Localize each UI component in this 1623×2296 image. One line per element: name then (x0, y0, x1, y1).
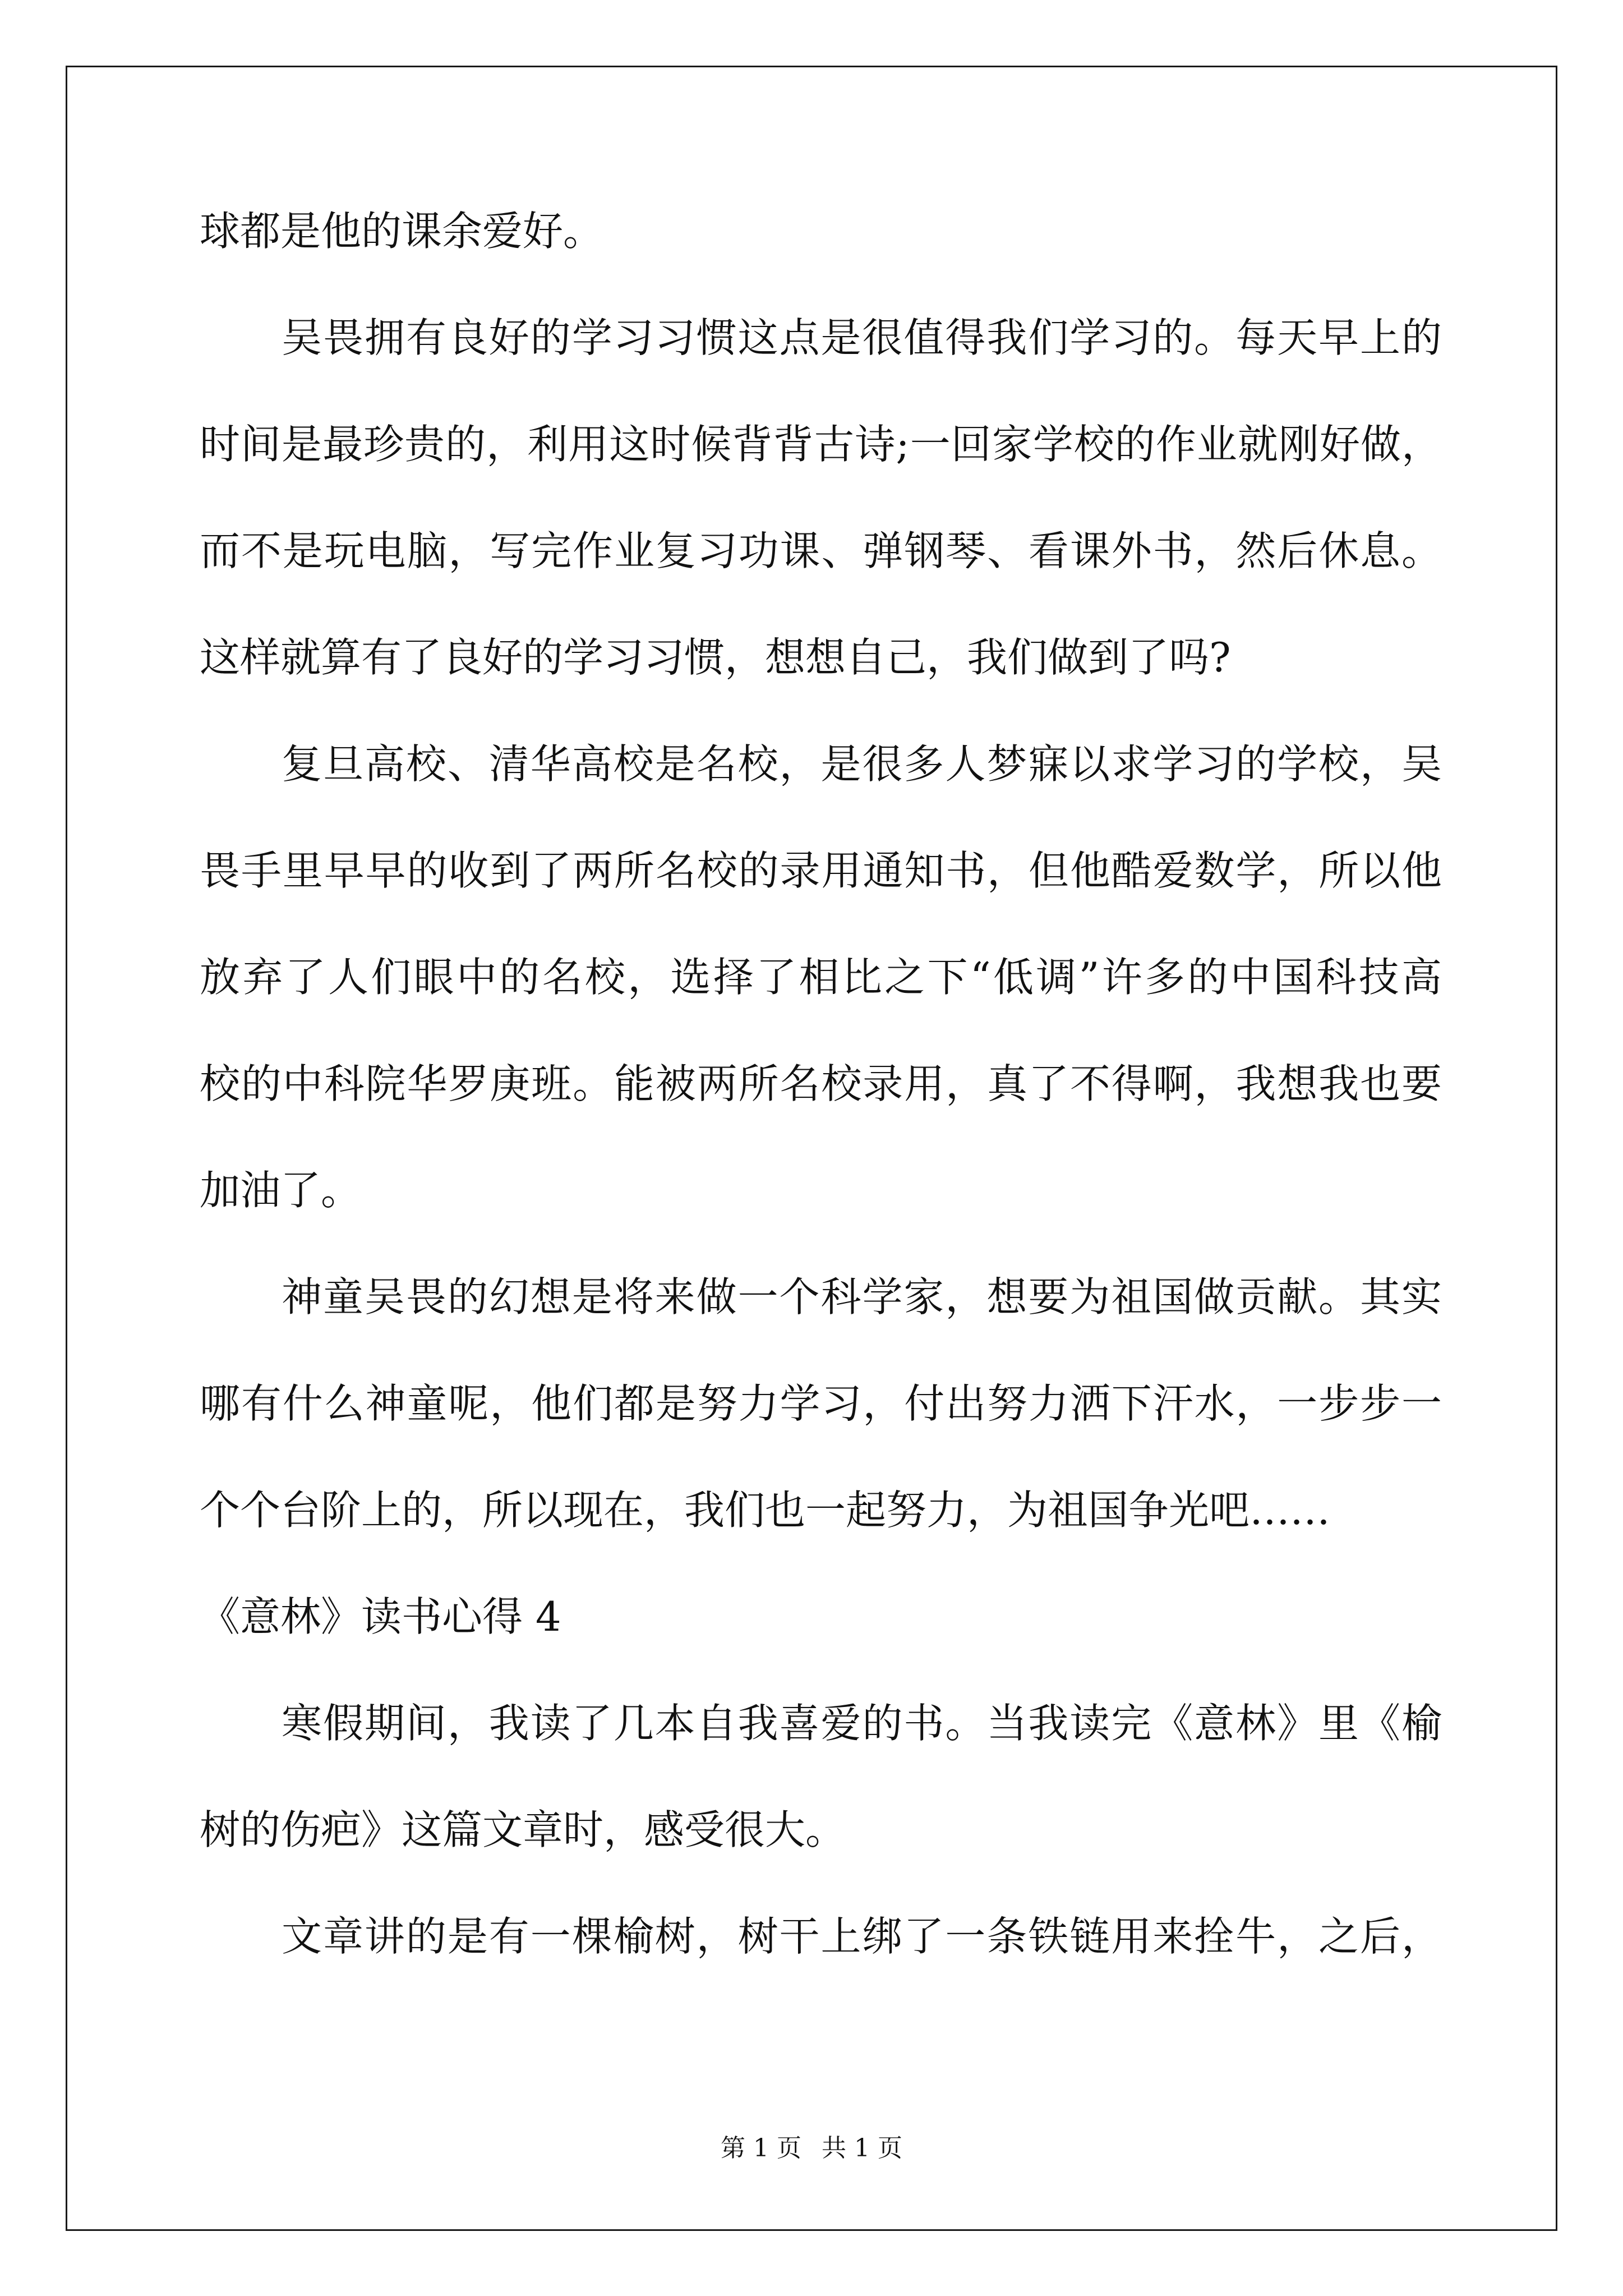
page-total: 共 1 页 (822, 2134, 902, 2162)
text-line: 复旦高校、清华高校是名校，是很多人梦寐以求学习的学校，吴 (282, 740, 1442, 788)
text-line: 而不是玩电脑，写完作业复习功课、弹钢琴、看课外书，然后休息。 (200, 527, 1442, 574)
text-line: 球都是他的课余爱好。 (200, 208, 604, 255)
text-line: 畏手里早早的收到了两所名校的录用通知书，但他酷爱数学，所以他 (200, 847, 1442, 894)
page-border (66, 66, 1557, 2231)
text-line: 加油了。 (200, 1167, 362, 1214)
text-line: 树的伤疤》这篇文章时，感受很大。 (200, 1806, 846, 1853)
text-line: 放弃了人们眼中的名校，选择了相比之下“低调”许多的中国科技高 (200, 954, 1442, 1001)
text-line: 哪有什么神童呢，他们都是努力学习，付出努力洒下汗水，一步步一 (200, 1380, 1442, 1427)
text-line: 文章讲的是有一棵榆树，树干上绑了一条铁链用来拴牛，之后， (282, 1913, 1442, 1960)
text-line: 时间是最珍贵的，利用这时候背背古诗;一回家学校的作业就刚好做， (200, 421, 1442, 468)
page-number: 第 1 页 (721, 2134, 801, 2162)
section-heading: 《意林》读书心得 4 (200, 1593, 561, 1640)
text-line: 个个台阶上的，所以现在，我们也一起努力，为祖国争光吧…… (200, 1487, 1331, 1534)
text-line: 神童吴畏的幻想是将来做一个科学家，想要为祖国做贡献。其实 (282, 1273, 1442, 1320)
text-line: 寒假期间，我读了几本自我喜爱的书。当我读完《意林》里《榆 (282, 1700, 1442, 1747)
text-line: 校的中科院华罗庚班。能被两所名校录用，真了不得啊，我想我也要 (200, 1060, 1442, 1107)
text-line: 吴畏拥有良好的学习习惯这点是很值得我们学习的。每天早上的 (282, 314, 1442, 361)
page-footer (0, 2132, 1623, 2165)
text-line: 这样就算有了良好的学习习惯，想想自己，我们做到了吗? (200, 634, 1231, 681)
